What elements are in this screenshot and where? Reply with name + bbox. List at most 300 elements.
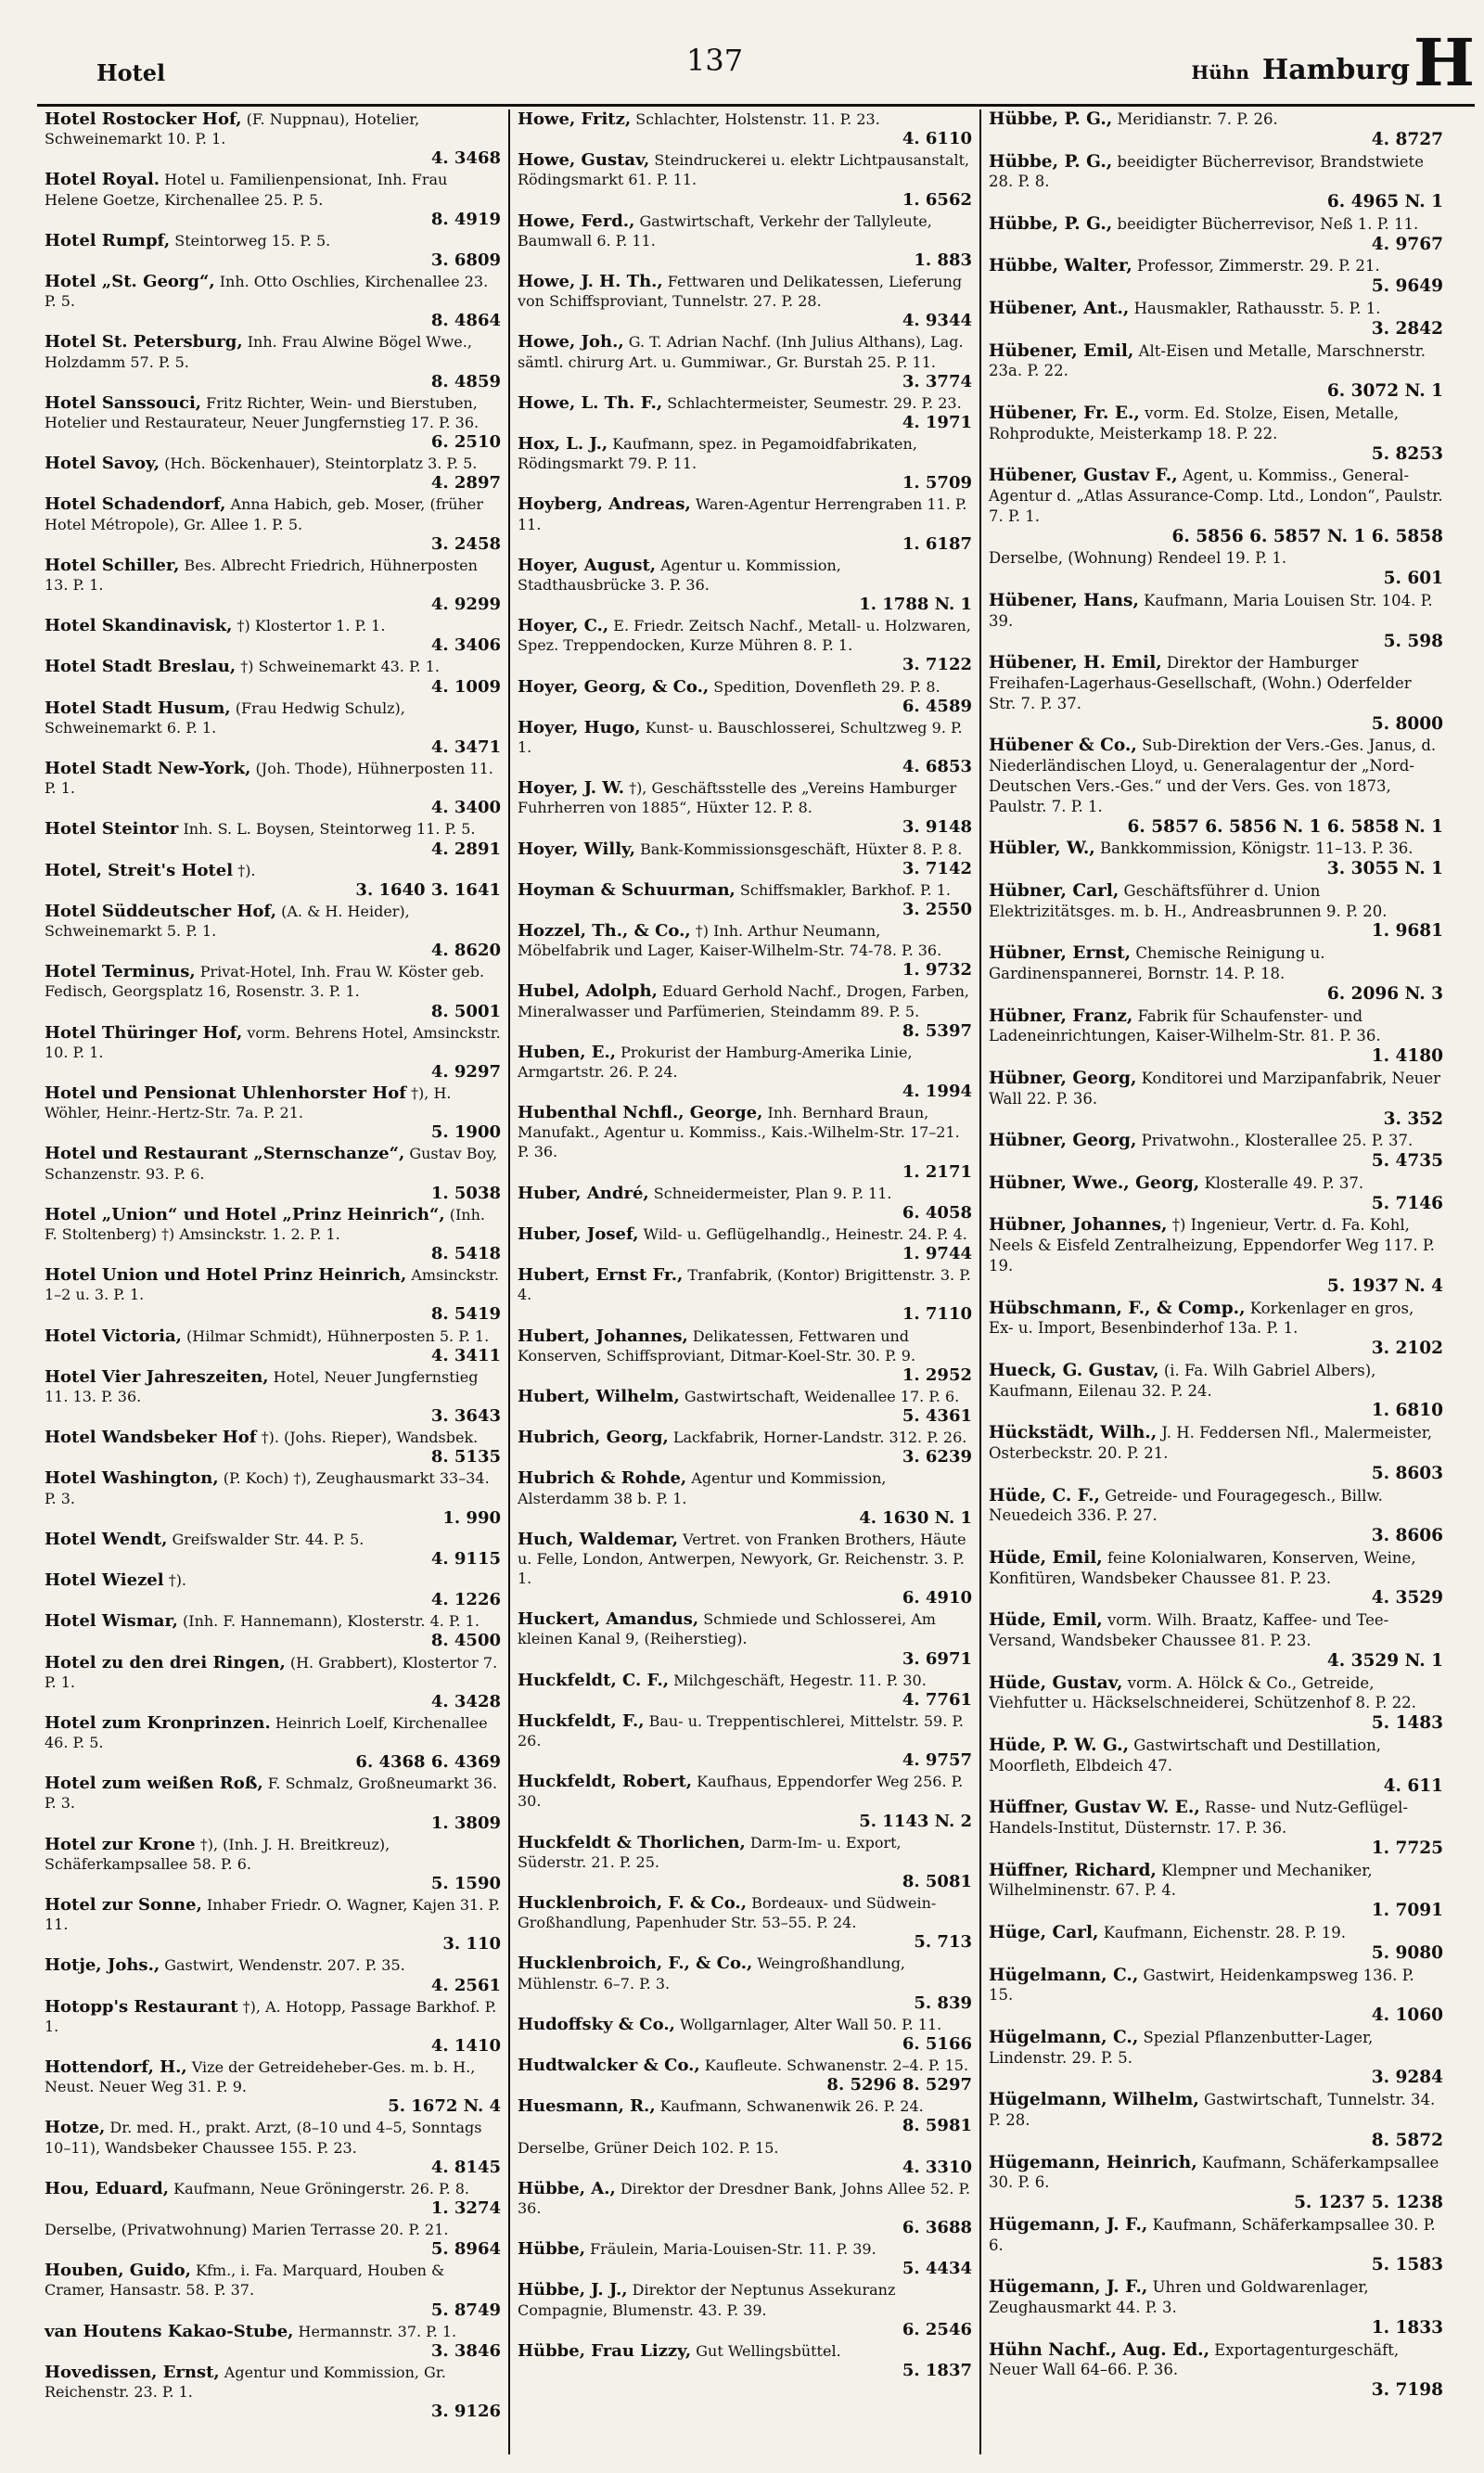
directory-entry bbox=[45, 1611, 501, 1650]
entry-text: Meridianstr. 7. P. 26. bbox=[1117, 110, 1278, 128]
entry-name: Hotel Schiller, bbox=[45, 555, 180, 575]
entry-name: Hotel Skandinavisk, bbox=[45, 616, 233, 636]
directory-entry bbox=[518, 1103, 972, 1182]
entry-text: (Hch. Böckenhauer), Steintorplatz 3. P. 5. bbox=[164, 455, 478, 473]
column-1 bbox=[37, 109, 508, 2454]
entry-text: Eduard Gerhold Nachf., Drogen, Farben, Mineralwasser und Parfümerien, Steindamm 89. P. 5. bbox=[518, 982, 969, 1020]
entry-name: Hüge, Carl, bbox=[989, 1922, 1099, 1942]
entry-text: Kaufmann, Neue Gröningerstr. 26. P. 8. bbox=[173, 2179, 470, 2198]
entry-phone: 4. 1009 bbox=[430, 676, 501, 697]
entry-phone: 5. 8749 bbox=[430, 2300, 501, 2320]
entry-name: Huben, E., bbox=[518, 1042, 617, 1062]
directory-entry bbox=[989, 1215, 1443, 1296]
entry-name: Hotel zum weißen Roß, bbox=[45, 1774, 263, 1794]
entry-name: Hübbe, Frau Lizzy, bbox=[518, 2340, 692, 2361]
entry-name: Hotel zur Sonne, bbox=[45, 1895, 202, 1915]
entry-name: Hüffner, Richard, bbox=[989, 1860, 1157, 1880]
entry-name: Hubert, Ernst Fr., bbox=[518, 1265, 684, 1286]
directory-entry bbox=[45, 698, 501, 757]
entry-phone: 1. 883 bbox=[914, 250, 972, 270]
entry-phone: 4. 8727 bbox=[1371, 129, 1443, 149]
entry-phone: 3. 110 bbox=[442, 1934, 501, 1954]
entry-phone: 3. 7142 bbox=[902, 858, 972, 878]
entry-name: Hox, L. J., bbox=[518, 434, 608, 454]
entry-name: Hubrich, Georg, bbox=[518, 1428, 669, 1448]
entry-phone: 6. 4368 6. 4369 bbox=[355, 1752, 501, 1773]
entry-name: Hotel Royal. bbox=[45, 170, 160, 190]
entry-name: Hoyer, Willy, bbox=[518, 839, 636, 859]
entry-phone: 4. 2891 bbox=[430, 839, 501, 859]
entry-name: Hottendorf, H., bbox=[45, 2057, 187, 2077]
column-3 bbox=[979, 109, 1451, 2454]
directory-entry bbox=[989, 466, 1443, 546]
entry-text: Derselbe, Grüner Deich 102. P. 15. bbox=[518, 2138, 779, 2157]
entry-name: Hügemann, J. F., bbox=[989, 2214, 1148, 2235]
entry-phone: 3. 8606 bbox=[1371, 1526, 1443, 1546]
entry-phone: 5. 8000 bbox=[1371, 713, 1443, 734]
entry-text: (A. & H. Heider), Schweinemarkt 5. P. 1. bbox=[45, 902, 410, 940]
entry-name: Hübbe, A., bbox=[518, 2178, 616, 2198]
entry-phone: 5. 1837 bbox=[902, 2360, 972, 2380]
directory-entry bbox=[989, 2153, 1443, 2213]
directory-entry bbox=[518, 778, 972, 837]
entry-text: Dr. med. H., prakt. Arzt, (8–10 und 4–5, Sonntags 10–11), Wandsbeker Chaussee 155. P. 23. bbox=[45, 2119, 482, 2157]
directory-entry bbox=[989, 2090, 1443, 2150]
entry-name: Hübner, Georg, bbox=[989, 1131, 1137, 1151]
entry-name: Huckfeldt, F., bbox=[518, 1711, 645, 1731]
directory-entry bbox=[518, 494, 972, 553]
entry-phone: 4. 6853 bbox=[902, 757, 972, 776]
entry-phone: 1. 6810 bbox=[1371, 1401, 1443, 1421]
entry-phone: 1. 1788 N. 1 bbox=[859, 595, 972, 614]
entry-name: Hotel Vier Jahreszeiten, bbox=[45, 1366, 269, 1387]
directory-entry bbox=[45, 2179, 501, 2218]
entry-phone: 4. 9297 bbox=[430, 1061, 501, 1082]
entry-name: Hübner, Franz, bbox=[989, 1006, 1133, 1026]
directory-entry bbox=[989, 1299, 1443, 1359]
entry-name: Hoyman & Schuurman, bbox=[518, 879, 736, 900]
entry-name: Huckfeldt & Thorlichen, bbox=[518, 1832, 746, 1852]
entry-text: Darm-Im- u. Export, Süderstr. 21. P. 25. bbox=[518, 1833, 902, 1871]
entry-name: Hübener, Gustav F., bbox=[989, 466, 1178, 486]
entry-text: Weingroßhandlung, Mühlenstr. 6–7. P. 3. bbox=[518, 1954, 906, 1992]
entry-phone: 1. 6187 bbox=[902, 533, 972, 554]
entry-text: †). bbox=[237, 861, 256, 879]
entry-phone: 4. 9757 bbox=[902, 1750, 972, 1771]
entry-phone: 6. 5856 6. 5857 N. 1 6. 5858 bbox=[1171, 526, 1443, 546]
entry-text: Direktor der Neptunus Assekuranz Compagnie, Blumenstr. 43. P. 39. bbox=[518, 2281, 896, 2319]
entry-text: vorm. Ed. Stolze, Eisen, Metalle, Rohprodukte, Meisterkamp 18. P. 22. bbox=[989, 404, 1399, 442]
directory-entry bbox=[45, 2363, 501, 2421]
directory-entry bbox=[45, 231, 501, 270]
entry-name: Hotel St. Petersburg, bbox=[45, 332, 243, 352]
directory-entry bbox=[45, 1955, 501, 1994]
entry-name: Hübbe, bbox=[518, 2239, 585, 2260]
directory-entry bbox=[45, 332, 501, 391]
directory-entry bbox=[989, 256, 1443, 297]
entry-name: Hotel Thüringer Hof, bbox=[45, 1022, 243, 1043]
entry-phone: 3. 3643 bbox=[430, 1406, 501, 1426]
entry-name: Hovedissen, Ernst, bbox=[45, 2362, 220, 2382]
directory-entry bbox=[518, 1893, 972, 1952]
entry-name: Hotel Rostocker Hof, bbox=[45, 109, 242, 129]
entry-text: (Inh. F. Hannemann), Klosterstr. 4. P. 1. bbox=[183, 1612, 480, 1631]
directory-entry bbox=[45, 657, 501, 696]
directory-entry bbox=[45, 1468, 501, 1527]
entry-text: Anna Habich, geb. Moser, (früher Hotel Métropole), Gr. Allee 1. P. 5. bbox=[45, 495, 484, 533]
entry-text: Bau- u. Treppentischlerei, Mittelstr. 59. P. 26. bbox=[518, 1711, 965, 1749]
entry-name: Howe, J. H. Th., bbox=[518, 272, 663, 291]
entry-text: Agentur und Kommission, Alsterdamm 38 b. P. 1. bbox=[518, 1469, 887, 1507]
entry-phone: 4. 611 bbox=[1383, 1775, 1443, 1796]
entry-name: Hübener & Co., bbox=[989, 736, 1137, 756]
entry-phone: 3. 1640 3. 1641 bbox=[355, 879, 501, 900]
entry-phone: 3. 7198 bbox=[1371, 2380, 1443, 2401]
entry-name: Huckert, Amandus, bbox=[518, 1609, 699, 1630]
entry-name: Hoyer, Georg, & Co., bbox=[518, 676, 710, 697]
entry-phone: 1. 1833 bbox=[1371, 2317, 1443, 2338]
entry-text: Direktor der Hamburger Freihafen-Lagerhaus-Gesellschaft, (Wohn.) Oderfelder Str. 7. P. 37. bbox=[989, 654, 1412, 712]
entry-text: Lackfabrik, Horner-Landstr. 312. P. 26. bbox=[672, 1429, 967, 1447]
entry-text: Gastwirt, Wendenstr. 207. P. 35. bbox=[164, 1956, 405, 1975]
directory-entry bbox=[989, 2028, 1443, 2088]
directory-entry bbox=[518, 1711, 972, 1770]
entry-phone: 5. 4361 bbox=[902, 1406, 972, 1426]
entry-text: Greifswalder Str. 44. P. 5. bbox=[172, 1530, 365, 1548]
entry-name: Hotel Wiezel bbox=[45, 1570, 164, 1590]
directory-entry bbox=[45, 109, 501, 168]
entry-name: Hügelmann, C., bbox=[989, 2027, 1139, 2047]
entry-phone: 3. 6239 bbox=[902, 1447, 972, 1467]
directory-entry bbox=[518, 332, 972, 391]
entry-name: Hotel „St. Georg“, bbox=[45, 272, 215, 291]
directory-entry bbox=[518, 109, 972, 148]
entry-name: Hüde, Emil, bbox=[989, 1610, 1103, 1631]
entry-text: †). bbox=[168, 1571, 187, 1589]
directory-entry bbox=[45, 962, 501, 1020]
page-header bbox=[96, 24, 1475, 101]
entry-name: Hüde, Emil, bbox=[989, 1547, 1103, 1568]
entry-text: †) Inh. Arthur Neumann, Möbelfabrik und Lager, Kaiser-Wilhelm-Str. 74-78. P. 36. bbox=[518, 922, 942, 960]
entry-name: Hügemann, Heinrich, bbox=[989, 2152, 1197, 2172]
entry-text: Exportagenturgeschäft, Neuer Wall 64–66. P. 36. bbox=[989, 2340, 1400, 2379]
directory-entry bbox=[45, 494, 501, 553]
entry-name: Hubel, Adolph, bbox=[518, 981, 658, 1002]
entry-name: Hüde, Gustav, bbox=[989, 1672, 1123, 1693]
entry-text: Direktor der Dresdner Bank, Johns Allee 52. P. 36. bbox=[518, 2179, 971, 2217]
entry-text: †), H. Wöhler, Heinr.-Hertz-Str. 7a. P. 21. bbox=[45, 1084, 452, 1122]
directory-entry bbox=[45, 759, 501, 817]
entry-name: Howe, Fritz, bbox=[518, 109, 632, 129]
directory-entry bbox=[45, 1083, 501, 1142]
directory-entry bbox=[518, 2015, 972, 2054]
entry-name: Hubert, Johannes, bbox=[518, 1326, 688, 1346]
directory-entry bbox=[989, 299, 1443, 340]
entry-text: Bankkommission, Königstr. 11–13. P. 36. bbox=[1099, 839, 1414, 858]
entry-phone: 5. 1237 5. 1238 bbox=[1294, 2193, 1443, 2213]
entry-text: Prokurist der Hamburg-Amerika Linie, Armgartstr. 26. P. 24. bbox=[518, 1043, 913, 1081]
entry-text: feine Kolonialwaren, Konserven, Weine, Konfitüren, Wandsbeker Chaussee 81. P. 23. bbox=[989, 1548, 1416, 1587]
entry-phone: 5. 8603 bbox=[1371, 1463, 1443, 1483]
entry-text: Privatwohn., Klosterallee 25. P. 37. bbox=[1141, 1132, 1414, 1150]
entry-text: Alt-Eisen und Metalle, Marschnerstr. 23a. P. 22. bbox=[989, 341, 1426, 380]
directory-entry bbox=[518, 718, 972, 776]
entry-text: Korkenlager en gros, Ex- u. Import, Besenbinderhof 13a. P. 1. bbox=[989, 1299, 1414, 1338]
directory-entry bbox=[45, 1835, 501, 1893]
directory-entry bbox=[989, 152, 1443, 212]
entry-phone: 4. 1994 bbox=[902, 1082, 972, 1101]
entry-name: Hotel, Streit's Hotel bbox=[45, 860, 234, 880]
entry-phone: 5. 1583 bbox=[1371, 2255, 1443, 2275]
entry-text: Vertret. von Franken Brothers, Häute u. Felle, London, Antwerpen, Newyork, Gr. Reichenstr. 3. P. 1. bbox=[518, 1530, 966, 1587]
directory-entry bbox=[989, 214, 1443, 255]
directory-entry bbox=[518, 1954, 972, 2012]
entry-name: Hügemann, J. F., bbox=[989, 2277, 1148, 2298]
directory-entry bbox=[989, 736, 1443, 837]
entry-name: Hoyberg, Andreas, bbox=[518, 494, 691, 515]
entry-phone: 1. 6562 bbox=[902, 189, 972, 210]
entry-phone: 6. 4910 bbox=[902, 1588, 972, 1608]
entry-phone: 3. 3846 bbox=[430, 2340, 501, 2361]
entry-phone: 3. 2842 bbox=[1371, 318, 1443, 339]
entry-name: Hudtwalcker & Co., bbox=[518, 2056, 700, 2075]
entry-name: Hucklenbroich, F. & Co., bbox=[518, 1893, 747, 1913]
entry-name: Huckfeldt, C. F., bbox=[518, 1670, 670, 1690]
entry-phone: 1. 3274 bbox=[430, 2198, 501, 2218]
header-rule bbox=[37, 104, 1475, 107]
directory-entry bbox=[518, 1184, 972, 1223]
directory-entry bbox=[518, 1833, 972, 1891]
directory-entry bbox=[989, 1173, 1443, 1214]
entry-phone: 6. 2546 bbox=[902, 2319, 972, 2339]
entry-name: Huber, Josef, bbox=[518, 1224, 639, 1244]
entry-phone: 8. 5081 bbox=[902, 1871, 972, 1891]
directory-entry bbox=[45, 1570, 501, 1609]
directory-entry bbox=[45, 2057, 501, 2116]
directory-entry bbox=[989, 404, 1443, 464]
directory-entry bbox=[989, 1361, 1443, 1421]
entry-phone: 4. 9115 bbox=[430, 1548, 501, 1569]
entry-text: Gastwirtschaft und Destillation, Moorfleth, Elbdeich 47. bbox=[989, 1736, 1382, 1775]
entry-name: Howe, Gustav, bbox=[518, 150, 650, 171]
entry-phone: 3. 2550 bbox=[902, 899, 972, 919]
entry-name: van Houtens Kakao-Stube, bbox=[45, 2321, 294, 2341]
entry-phone: 4. 9767 bbox=[1371, 234, 1443, 254]
entry-phone: 4. 3406 bbox=[430, 635, 501, 656]
entry-name: Huesmann, R., bbox=[518, 2096, 656, 2117]
entry-phone: 6. 2096 N. 3 bbox=[1326, 983, 1443, 1004]
entry-phone: 3. 6971 bbox=[902, 1648, 972, 1669]
entry-phone: 3. 2458 bbox=[430, 533, 501, 554]
directory-entry bbox=[989, 109, 1443, 150]
entry-phone: 4. 3428 bbox=[430, 1691, 501, 1711]
directory-entry bbox=[989, 1923, 1443, 1964]
header-section-word: Hotel bbox=[96, 59, 166, 86]
entry-phone: 4. 3400 bbox=[430, 798, 501, 818]
directory-entry bbox=[45, 170, 501, 228]
entry-text: Kaufmann, Maria Louisen Str. 104. P. 39. bbox=[989, 591, 1433, 630]
entry-text: Kaufmann, Schwanenwik 26. P. 24. bbox=[659, 2097, 924, 2116]
entry-phone: 5. 1143 N. 2 bbox=[859, 1811, 972, 1831]
entry-name: Howe, Joh., bbox=[518, 332, 624, 352]
entry-name: Hüde, C. F., bbox=[989, 1485, 1100, 1506]
entry-text: Gastwirtschaft, Verkehr der Tallyleute, Baumwall 6. P. 11. bbox=[518, 211, 932, 250]
directory-entry bbox=[518, 2096, 972, 2135]
entry-phone: 6. 5166 bbox=[902, 2033, 972, 2054]
entry-name: Hüde, P. W. G., bbox=[989, 1735, 1130, 1755]
entry-phone: 8. 5981 bbox=[902, 2116, 972, 2136]
entry-name: Hübbe, Walter, bbox=[989, 256, 1132, 276]
directory-entry bbox=[989, 943, 1443, 1004]
entry-text: Vize der Getreideheber-Ges. m. b. H., Neust. Neuer Weg 31. P. 9. bbox=[45, 2058, 476, 2096]
entry-phone: 4. 8145 bbox=[430, 2157, 501, 2177]
entry-name: Hucklenbroich, F., & Co., bbox=[518, 1954, 753, 1974]
entry-text: Fräulein, Maria-Louisen-Str. 11. P. 39. bbox=[590, 2240, 876, 2259]
entry-phone: 4. 7761 bbox=[902, 1689, 972, 1710]
column-2 bbox=[508, 109, 979, 2454]
entry-phone: 4. 3529 bbox=[1371, 1588, 1443, 1608]
entry-phone: 3. 3055 N. 1 bbox=[1326, 859, 1443, 879]
entry-phone: 1. 4180 bbox=[1371, 1046, 1443, 1067]
entry-text: Gustav Boy, Schanzenstr. 93. P. 6. bbox=[45, 1145, 498, 1183]
entry-name: Houben, Guido, bbox=[45, 2261, 191, 2281]
entry-text: †) Ingenieur, Vertr. d. Fa. Kohl, Neels & Eisfeld Zentralheizung, Eppendorfer Weg 117. P. 19. bbox=[989, 1216, 1435, 1275]
directory-entry bbox=[45, 1326, 501, 1365]
directory-entry bbox=[518, 616, 972, 674]
entry-name: Hubenthal Nchfl., George, bbox=[518, 1103, 763, 1123]
entry-phone: 3. 3774 bbox=[902, 371, 972, 391]
entry-text: (i. Fa. Wilh Gabriel Albers), Kaufmann, Eilenau 32. P. 24. bbox=[989, 1361, 1376, 1400]
entry-text: †), Geschäftsstelle des „Vereins Hamburger Fuhrherren von 1885“, Hüxter 12. P. 8. bbox=[518, 779, 957, 817]
directory-entry bbox=[45, 2261, 501, 2319]
directory-entry bbox=[989, 1069, 1443, 1129]
directory-entry bbox=[518, 1609, 972, 1668]
entry-phone: 3. 6809 bbox=[430, 250, 501, 270]
entry-text: (Joh. Thode), Hühnerposten 11. P. 1. bbox=[45, 760, 493, 798]
directory-entry bbox=[45, 2322, 501, 2361]
entry-phone: 8. 5872 bbox=[1371, 2130, 1443, 2150]
directory-entry bbox=[518, 150, 972, 209]
entry-name: Hübbe, P. G., bbox=[989, 213, 1113, 234]
entry-phone: 4. 3411 bbox=[430, 1345, 501, 1365]
directory-entry bbox=[989, 1548, 1443, 1608]
directory-entry bbox=[989, 1006, 1443, 1067]
entry-text: Gastwirt, Heidenkampsweg 136. P. 15. bbox=[989, 1966, 1414, 2005]
entry-text: Kaufleute. Schwanenstr. 2–4. P. 15. bbox=[704, 2057, 969, 2074]
directory-entry bbox=[989, 881, 1443, 942]
entry-text: Hotel u. Familienpensionat, Inh. Frau Helene Goetze, Kirchenallee 25. P. 5. bbox=[45, 171, 448, 209]
entry-phone: 1. 990 bbox=[442, 1507, 501, 1528]
entry-text: Inh. Frau Alwine Bögel Wwe., Holzdamm 57. P. 5. bbox=[45, 333, 472, 371]
entry-phone: 5. 1900 bbox=[430, 1122, 501, 1143]
directory-entry bbox=[989, 1673, 1443, 1734]
entry-name: Hotel Washington, bbox=[45, 1468, 219, 1489]
directory-entry bbox=[45, 1023, 501, 1082]
entry-text: Waren-Agentur Herrengraben 11. P. 11. bbox=[518, 495, 967, 533]
entry-name: Hückstädt, Wilh., bbox=[989, 1423, 1158, 1443]
entry-text: Inhaber Friedr. O. Wagner, Kajen 31. P. 11. bbox=[45, 1896, 500, 1934]
entry-phone: 5. 601 bbox=[1383, 569, 1443, 589]
directory-entry bbox=[45, 1367, 501, 1426]
directory-entry bbox=[518, 1224, 972, 1263]
directory-entry bbox=[45, 556, 501, 614]
directory-entry bbox=[45, 861, 501, 900]
directory-entry bbox=[45, 393, 501, 452]
entry-text: Agent, u. Kommiss., General-Agentur d. „Atlas Assurance-Comp. Ltd., London“, Paulstr. 7. P. 1. bbox=[989, 467, 1443, 525]
entry-text: Inh. Bernhard Braun, Manufakt., Agentur u. Kommiss., Kais.-Wilhelm-Str. 17–21. P. 36. bbox=[518, 1104, 960, 1161]
entry-text: Geschäftsführer d. Union Elektrizitätsges. m. b. H., Andreasbrunnen 9. P. 20. bbox=[989, 881, 1388, 920]
entry-name: Hotel Victoria, bbox=[45, 1326, 182, 1346]
entry-phone: 6. 5857 6. 5856 N. 1 6. 5858 N. 1 bbox=[1127, 816, 1443, 837]
entry-text: F. Schmalz, Großneumarkt 36. P. 3. bbox=[45, 1775, 498, 1813]
entry-name: Hübner, Carl, bbox=[989, 880, 1119, 901]
directory-entry bbox=[518, 1043, 972, 1101]
entry-text: Getreide- und Fouragegesch., Billw. Neuedeich 336. P. 27. bbox=[989, 1486, 1383, 1525]
entry-phone: 5. 1937 N. 4 bbox=[1326, 1275, 1443, 1296]
entry-name: Hübener, Ant., bbox=[989, 299, 1130, 319]
entry-text: (Inh. F. Stoltenberg) †) Amsinckstr. 1. 2. P. 1. bbox=[45, 1205, 485, 1243]
entry-name: Hübner, Wwe., Georg, bbox=[989, 1172, 1200, 1193]
entry-text: Bordeaux- und Südwein-Großhandlung, Papenhuder Str. 53–55. P. 24. bbox=[518, 1894, 937, 1932]
directory-entry bbox=[989, 2340, 1443, 2401]
entry-name: Hübbe, P. G., bbox=[989, 151, 1113, 172]
entry-name: Hoyer, J. W. bbox=[518, 778, 624, 799]
entry-text: †), A. Hotopp, Passage Barkhof. P. 1. bbox=[45, 1997, 497, 2035]
header-running-title bbox=[1191, 54, 1410, 86]
entry-phone: 1. 3809 bbox=[430, 1813, 501, 1833]
entry-text: Fettwaren und Delikatessen, Lieferung von Schiffsproviant, Tunnelstr. 27. P. 28. bbox=[518, 273, 963, 311]
directory-entry bbox=[45, 1205, 501, 1263]
entry-phone: 4. 1226 bbox=[430, 1590, 501, 1610]
directory-entry bbox=[518, 1428, 972, 1467]
entry-text: Hausmakler, Rathausstr. 5. P. 1. bbox=[1133, 300, 1381, 318]
directory-entry bbox=[518, 2056, 972, 2095]
entry-text: Uhren und Goldwarenlager, Zeughausmarkt 44. P. 3. bbox=[989, 2278, 1369, 2317]
directory-entry bbox=[518, 556, 972, 614]
entry-text: Wild- u. Geflügelhandlg., Heinestr. 24. P. 4. bbox=[643, 1224, 967, 1243]
entry-text: Heinrich Loelf, Kirchenallee 46. P. 5. bbox=[45, 1713, 488, 1751]
entry-name: Howe, L. Th. F., bbox=[518, 392, 663, 413]
entry-name: Hotel und Pensionat Uhlenhorster Hof bbox=[45, 1083, 406, 1103]
entry-name: Hügelmann, Wilhelm, bbox=[989, 2090, 1199, 2110]
directory-entry bbox=[518, 880, 972, 919]
entry-phone: 8. 4919 bbox=[430, 209, 501, 229]
entry-text: Kaufmann, Schäferkampsallee 30. P. 6. bbox=[989, 2215, 1436, 2254]
header-last-entry: Hühn bbox=[1191, 61, 1249, 83]
entry-phone: 4. 3529 N. 1 bbox=[1326, 1650, 1443, 1671]
entry-text: Bes. Albrecht Friedrich, Hühnerposten 13. P. 1. bbox=[45, 556, 478, 594]
entry-text: (Frau Hedwig Schulz), Schweinemarkt 6. P. 1. bbox=[45, 698, 405, 737]
entry-name: Hoyer, Hugo, bbox=[518, 717, 641, 737]
entry-phone: 4. 1630 N. 1 bbox=[859, 1507, 972, 1528]
entry-phone: 5. 839 bbox=[914, 1992, 972, 2013]
directory-entry bbox=[518, 434, 972, 493]
entry-name: Huch, Waldemar, bbox=[518, 1529, 679, 1549]
entry-text: Sub-Direktion der Vers.-Ges. Janus, d. Niederländischen Lloyd, u. Generalagentur der „Nord-Deutschen Vers.-Ges.“ und der Vers. Ges. von 1873, Paulstr. 7. P. 1. bbox=[989, 737, 1437, 815]
entry-name: Hudoffsky & Co., bbox=[518, 2014, 675, 2034]
directory-entry bbox=[45, 616, 501, 655]
entry-name: Hügelmann, C., bbox=[989, 1965, 1139, 1985]
entry-name: Hübbe, J. J., bbox=[518, 2280, 628, 2300]
directory-entry bbox=[518, 2239, 972, 2278]
entry-text: Delikatessen, Fettwaren und Konserven, Schiffsproviant, Ditmar-Koel-Str. 30. P. 9. bbox=[518, 1326, 916, 1365]
entry-phone: 4. 1410 bbox=[430, 2035, 501, 2056]
entry-name: Hotel Stadt Husum, bbox=[45, 698, 231, 718]
entry-text: Rasse- und Nutz-Geflügel-Handels-Institut, Düsternstr. 17. P. 36. bbox=[989, 1799, 1408, 1838]
entry-text: vorm. Behrens Hotel, Amsinckstr. 10. P. 1. bbox=[45, 1023, 501, 1061]
entry-text: Milchgeschäft, Hegestr. 11. P. 30. bbox=[673, 1671, 927, 1689]
entry-phone: 5. 1483 bbox=[1371, 1713, 1443, 1734]
